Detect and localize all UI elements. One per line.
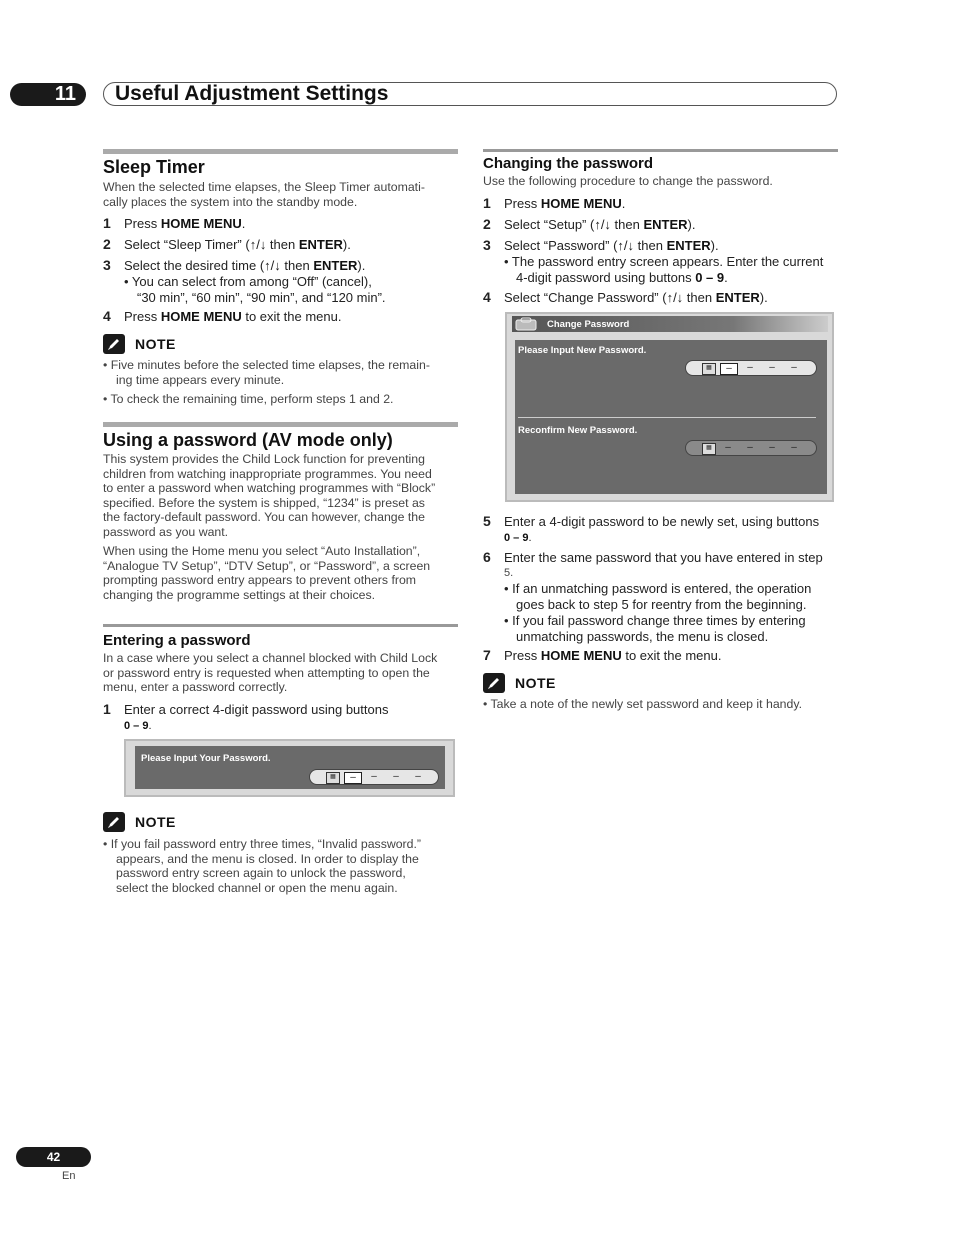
password-input[interactable]	[309, 769, 439, 785]
chapter-number: 11	[10, 83, 86, 106]
change-step-6-bullet-1: • If an unmatching password is entered, the operation goes back to step 5 for reentry from the beginning.	[504, 581, 812, 612]
entering-note-header: NOTE	[103, 812, 303, 834]
password-para-2: When using the Home menu you select “Auto Installation”, “Analogue TV Setup”, “DTV Setup”, or “Password”, a screen prompting password entry appears to prevent others from changing the programme settings at their choices.	[103, 544, 431, 602]
screen-title: Change Password	[547, 319, 630, 330]
language-code: En	[62, 1170, 76, 1182]
entering-heading: Entering a password	[103, 632, 251, 649]
password-prompt: Please Input Your Password.	[141, 753, 271, 764]
change-step-6-bullet-2: • If you fail password change three times by entering unmatching passwords, the menu is closed.	[504, 613, 806, 644]
subsection-divider	[483, 149, 838, 152]
change-step-7: 7 Press HOME MENU to exit the menu.	[483, 647, 722, 663]
change-step-3-bullet: • The password entry screen appears. Enter the current 4-digit password using buttons 0 – 9.	[504, 254, 824, 285]
changing-intro: Use the following procedure to change the password.	[483, 174, 773, 188]
note-pencil-icon	[103, 812, 125, 832]
new-password-prompt: Please Input New Password.	[518, 345, 647, 356]
note-pencil-icon	[103, 334, 125, 354]
password-digit-1: –	[344, 772, 362, 784]
password-para-1: This system provides the Child Lock function for preventing children from watching inappropriate programmes. You need to enter a password when watching programmes with “Block” specified. Before the system is shipped, “1234” is preset as the factory-default password. You can however, change the password as you want.	[103, 452, 436, 539]
section-divider	[103, 422, 458, 427]
section-divider	[103, 149, 458, 154]
changing-note: • Take a note of the newly set password and keep it handy.	[483, 697, 802, 711]
sleep-note-header: NOTE	[103, 334, 303, 356]
screen-title-bar	[512, 316, 828, 332]
sleep-step-1: 1 Press HOME MENU.	[103, 215, 246, 231]
confirm-digit-4: –	[791, 442, 797, 453]
sleep-step-3-bullet: • You can select from among “Off” (cancel), “30 min”, “60 min”, “90 min”, and “120 min”.	[124, 274, 386, 305]
sleep-note-2: • To check the remaining time, perform steps 1 and 2.	[103, 392, 394, 406]
sleep-timer-intro: When the selected time elapses, the Sleep Timer automati- cally places the system into the standby mode.	[103, 180, 425, 209]
password-digit-2: –	[371, 771, 377, 782]
keypad-icon: ▦	[702, 443, 716, 455]
sleep-step-4: 4 Press HOME MENU to exit the menu.	[103, 308, 342, 324]
password-heading: Using a password (AV mode only)	[103, 430, 393, 450]
change-step-1: 1 Press HOME MENU.	[483, 195, 626, 211]
sleep-note-1: • Five minutes before the selected time elapses, the remain- ing time appears every minute.	[103, 358, 430, 387]
keypad-icon: ▦	[702, 363, 716, 375]
change-step-2: 2 Select “Setup” (↑/↓ then ENTER).	[483, 216, 696, 232]
change-step-3: 3 Select “Password” (↑/↓ then ENTER).	[483, 237, 719, 253]
chapter-title: Useful Adjustment Settings	[115, 82, 389, 105]
password-digit-3: –	[393, 771, 399, 782]
entering-intro: In a case where you select a channel blocked with Child Lock or password entry is requested when attempting to open the menu, enter a password correctly.	[103, 651, 438, 695]
sleep-step-3: 3 Select the desired time (↑/↓ then ENTER).	[103, 257, 366, 273]
changing-note-header: NOTE	[483, 673, 683, 695]
entering-note: • If you fail password entry three times, “Invalid password.” appears, and the menu is closed. In order to display the password entry screen again to unlock the password, select the blocked channel or open the menu again.	[103, 837, 422, 895]
changing-heading: Changing the password	[483, 155, 654, 172]
sleep-timer-heading: Sleep Timer	[103, 157, 205, 177]
password-digit-4: –	[415, 771, 421, 782]
confirm-password-input[interactable]	[685, 440, 817, 456]
screen-divider	[518, 417, 816, 418]
change-step-4: 4 Select “Change Password” (↑/↓ then ENTER).	[483, 289, 768, 305]
confirm-password-prompt: Reconfirm New Password.	[518, 425, 638, 436]
new-digit-2: –	[747, 362, 753, 373]
subsection-divider	[103, 624, 458, 627]
new-password-input[interactable]	[685, 360, 817, 376]
new-digit-3: –	[769, 362, 775, 373]
confirm-digit-2: –	[747, 442, 753, 453]
new-digit-4: –	[791, 362, 797, 373]
confirm-digit-1: –	[725, 442, 731, 453]
keypad-icon: ▦	[326, 772, 340, 784]
lock-setup-icon	[515, 317, 541, 331]
confirm-digit-3: –	[769, 442, 775, 453]
new-digit-1: –	[720, 363, 738, 375]
change-step-5: 5 Enter a 4-digit password to be newly set, using buttons 0 – 9.	[483, 513, 820, 544]
entering-step-1: 1 Enter a correct 4-digit password using buttons 0 – 9.	[103, 701, 389, 732]
sleep-step-2: 2 Select “Sleep Timer” (↑/↓ then ENTER).	[103, 236, 351, 252]
password-entry-screen	[124, 739, 455, 797]
note-pencil-icon	[483, 673, 505, 693]
change-step-6: 6 Enter the same password that you have entered in step 5.	[483, 549, 823, 579]
change-password-screen	[505, 312, 834, 502]
page-number: 42	[16, 1147, 91, 1167]
